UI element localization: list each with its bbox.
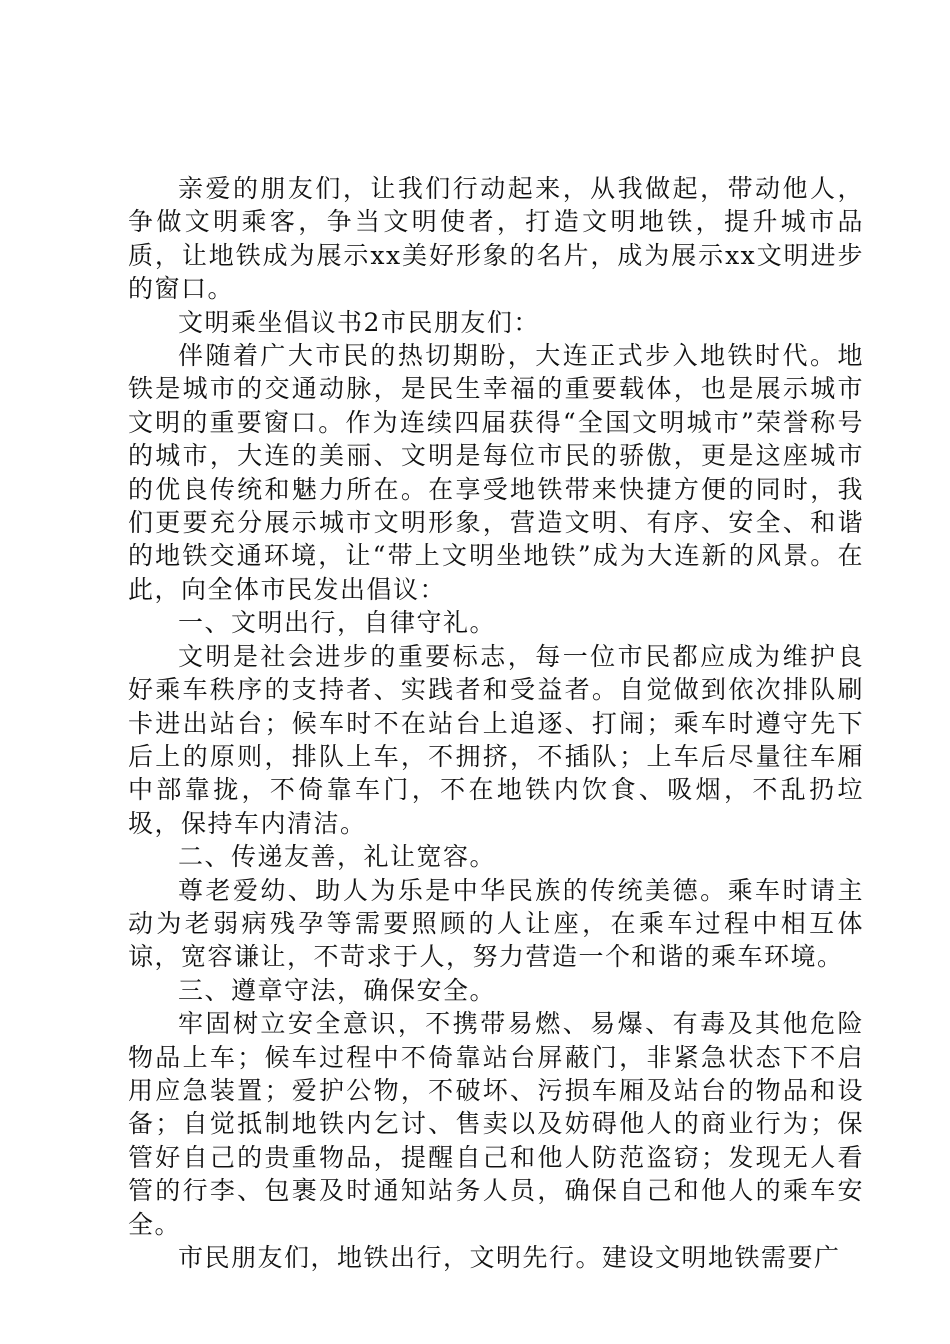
section-heading-1: 一、文明出行，自律守礼。 — [178, 608, 497, 638]
paragraph-section-3: 牢固树立安全意识，不携带易燃、易爆、有毒及其他危险物品上车；候车过程中不倚靠站台屏蔽门，非紧急状态下不启用应急装置；爱护公物，不破坏、污损车厢及站台的物品和设备；自觉抵制地铁内乞讨、售卖以及妨碍他人的商业行为；保管好自己的贵重物品，提醒自己和他人防范盗窃；发现无人看管的行李、包裹及时通知站务人员，确保自己和他人的乘车安全。 — [128, 1009, 864, 1239]
paragraph-section-1: 文明是社会进步的重要标志，每一位市民都应成为维护良好乘车秩序的支持者、实践者和受益者。自觉做到依次排队刷卡进出站台；候车时不在站台上追逐、打闹；乘车时遵守先下后上的原则，排队上车，不拥挤，不插队；上车后尽量往车厢中部靠拢，不倚靠车门，不在地铁内饮食、吸烟，不乱扔垃圾，保持车内清洁。 — [128, 641, 864, 838]
document-body — [128, 172, 864, 1274]
paragraph-final: 市民朋友们，地铁出行，文明先行。建设文明地铁需要广 — [178, 1243, 841, 1272]
paragraph-section-2: 尊老爱幼、助人为乐是中华民族的传统美德。乘车时请主动为老弱病残孕等需要照顾的人让座，在乘车过程中相互体谅，宽容谦让，不苛求于人，努力营造一个和谐的乘车环境。 — [128, 875, 864, 972]
section-heading-3: 三、遵章守法，确保安全。 — [178, 975, 497, 1005]
section-heading-2: 二、传递友善，礼让宽容。 — [178, 842, 497, 872]
paragraph-intro: 伴随着广大市民的热切期盼，大连正式步入地铁时代。地铁是城市的交通动脉，是民生幸福的重要载体，也是展示城市文明的重要窗口。作为连续四届获得“全国文明城市”荣誉称号的城市，大连的美丽、文明是每位市民的骄傲，更是这座城市的优良传统和魅力所在。在享受地铁带来快捷方便的同时，我们更要充分展示城市文明形象，营造文明、有序、安全、和谐的地铁交通环境，让“带上文明坐地铁”成为大连新的风景。在此，向全体市民发出倡议： — [128, 341, 864, 604]
paragraph-closing-appeal: 亲爱的朋友们，让我们行动起来，从我做起，带动他人，争做文明乘客，争当文明使者，打造文明地铁，提升城市品质，让地铁成为展示xx美好形象的名片，成为展示xx文明进步的窗口。 — [128, 174, 864, 304]
paragraph-heading-initiative-2: 文明乘坐倡议书2市民朋友们： — [178, 307, 540, 337]
